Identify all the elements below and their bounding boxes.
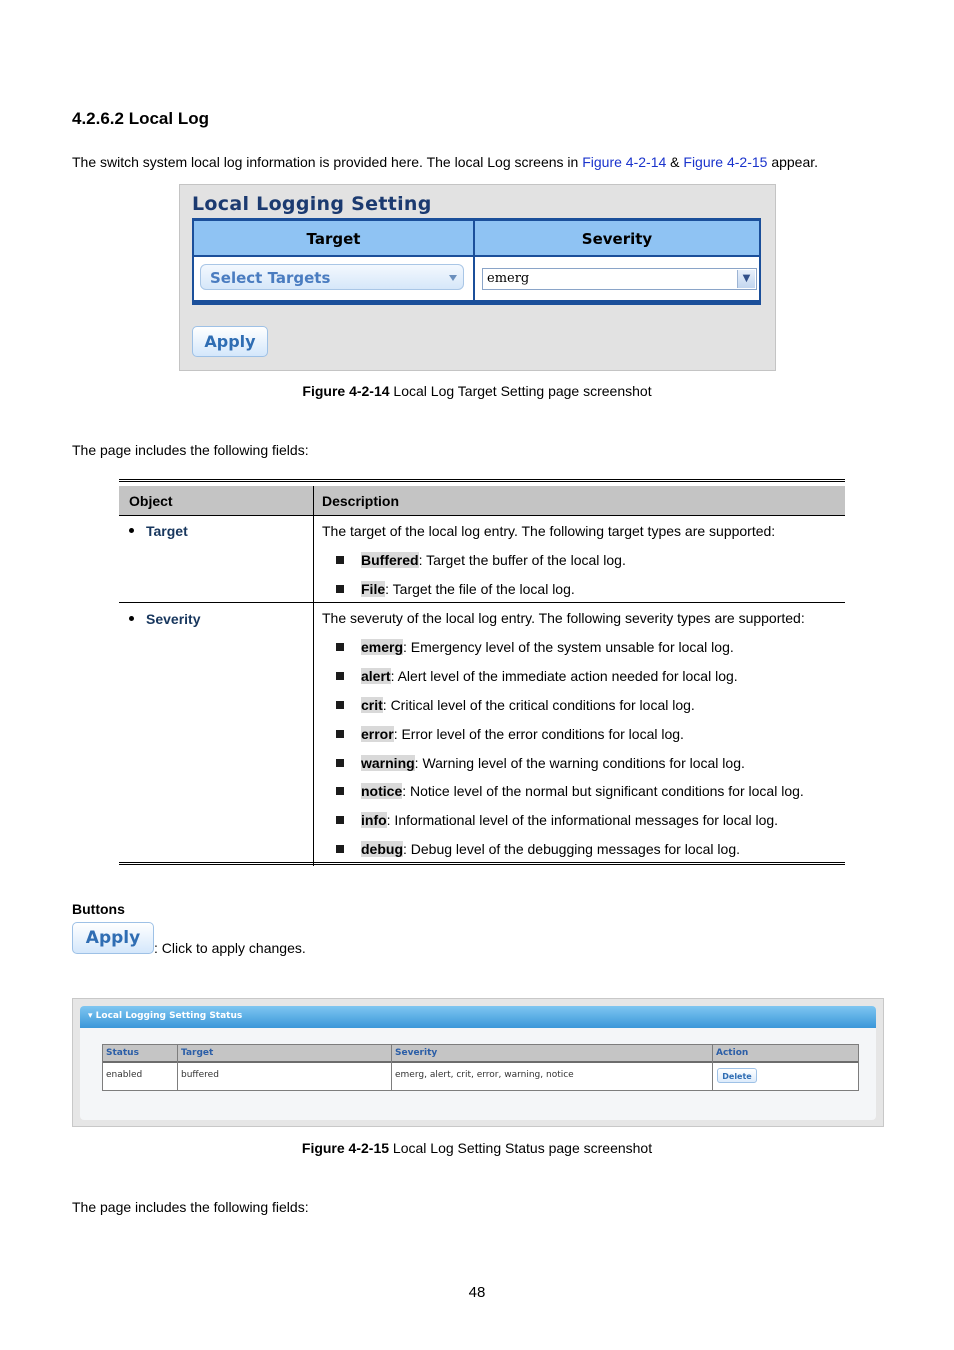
panel-title-bar[interactable] — [80, 1006, 876, 1028]
column-divider — [313, 486, 314, 866]
section-heading: 4.2.6.2 Local Log — [72, 109, 209, 128]
list-item — [336, 812, 778, 828]
column-divider — [473, 221, 475, 300]
figure-link-4-2-15[interactable]: Figure 4-2-15 — [683, 154, 768, 170]
list-item — [336, 552, 626, 568]
square-bullet-icon — [336, 787, 344, 795]
collapse-arrow-icon: ▾ — [88, 1011, 96, 1021]
term-description: : Warning level of the warning conditions for local log. — [414, 755, 745, 771]
target-description: The target of the local log entry. The following target types are supported: — [322, 523, 776, 539]
term-description: : Target the buffer of the local log. — [418, 552, 626, 568]
intro-text-after: appear. — [767, 154, 819, 170]
local-logging-setting-screenshot — [179, 184, 776, 371]
status-panel — [80, 1006, 876, 1120]
chevron-down-icon: ▼ — [737, 270, 755, 288]
caption-label: Figure 4-2-15 — [301, 1140, 390, 1156]
panel-title — [88, 1011, 242, 1021]
list-item — [336, 726, 684, 742]
caption-text: Local Log Setting Status page screenshot — [389, 1140, 653, 1156]
figure-caption-1 — [0, 383, 954, 399]
square-bullet-icon — [336, 643, 344, 651]
column-divider — [177, 1045, 178, 1090]
fields-intro: The page includes the following fields: — [72, 442, 309, 458]
list-item — [336, 841, 740, 857]
square-bullet-icon — [336, 701, 344, 709]
list-item — [336, 697, 695, 713]
page-number: 48 — [468, 1284, 486, 1301]
intro-paragraph — [72, 153, 818, 171]
bullet-icon — [129, 616, 134, 621]
bullet-icon — [129, 528, 134, 533]
term: File — [361, 581, 386, 597]
list-item — [336, 783, 804, 799]
list-item — [336, 755, 745, 771]
severity-column-header: Severity — [395, 1048, 438, 1058]
caption-label: Figure 4-2-14 — [302, 383, 390, 399]
status-table — [102, 1044, 859, 1091]
square-bullet-icon — [336, 759, 344, 767]
fields-table — [119, 479, 845, 863]
chevron-down-icon — [449, 275, 457, 281]
column-divider — [712, 1045, 713, 1090]
panel-title-text: Local Logging Setting Status — [95, 1011, 243, 1021]
local-logging-setting-table — [192, 218, 761, 305]
term: alert — [361, 668, 391, 684]
figure-caption-2 — [0, 1140, 954, 1156]
delete-button[interactable]: Delete — [717, 1068, 757, 1083]
select-targets-label: Select Targets — [210, 269, 331, 287]
table-bottom-border — [119, 862, 845, 865]
term-description: : Informational level of the informational messages for local log. — [386, 812, 779, 828]
description-column-header: Description — [322, 493, 400, 509]
intro-ampersand: & — [666, 154, 684, 170]
fields-intro-2: The page includes the following fields: — [72, 1199, 309, 1215]
column-divider — [391, 1045, 392, 1090]
term-description: : Notice level of the normal but significant conditions for local log. — [402, 783, 804, 799]
fields-table-header — [119, 486, 845, 516]
severity-select[interactable] — [482, 268, 757, 290]
row-divider — [119, 602, 845, 603]
target-cell: buffered — [181, 1070, 219, 1080]
list-item — [336, 668, 738, 684]
term: error — [361, 726, 394, 742]
caption-text: Local Log Target Setting page screenshot — [389, 383, 652, 399]
term-description: : Target the file of the local log. — [385, 581, 575, 597]
buttons-heading: Buttons — [72, 901, 125, 917]
object-column-header: Object — [129, 493, 173, 509]
severity-description: The severuty of the local log entry. The following severity types are supported: — [322, 610, 805, 626]
list-item — [336, 581, 575, 597]
term: Buffered — [361, 552, 419, 568]
term-description: : Error level of the error conditions for local log. — [393, 726, 684, 742]
object-target — [129, 523, 188, 539]
object-label: Severity — [146, 611, 201, 627]
square-bullet-icon — [336, 845, 344, 853]
apply-button[interactable]: Apply — [192, 326, 268, 357]
target-column-header: Target — [194, 221, 473, 257]
term: debug — [361, 841, 403, 857]
apply-button-sample[interactable]: Apply — [72, 922, 154, 954]
term: warning — [361, 755, 415, 771]
severity-column-header: Severity — [475, 221, 759, 257]
square-bullet-icon — [336, 556, 344, 564]
object-severity — [129, 611, 200, 627]
square-bullet-icon — [336, 730, 344, 738]
severity-select-value: emerg — [487, 271, 530, 286]
object-label: Target — [146, 523, 188, 539]
square-bullet-icon — [336, 585, 344, 593]
term-description: : Emergency level of the system unsable for local log. — [403, 639, 734, 655]
status-column-header: Status — [106, 1048, 139, 1058]
figure-link-4-2-14[interactable]: Figure 4-2-14 — [582, 154, 667, 170]
target-column-header: Target — [181, 1048, 214, 1058]
local-logging-setting-title: Local Logging Setting — [192, 193, 432, 215]
term: crit — [361, 697, 383, 713]
term-description: : Alert level of the immediate action needed for local log. — [390, 668, 738, 684]
term-description: : Debug level of the debugging messages for local log. — [403, 841, 740, 857]
apply-button-description: : Click to apply changes. — [154, 940, 306, 956]
status-cell: enabled — [106, 1070, 143, 1080]
term-description: : Critical level of the critical conditions for local log. — [382, 697, 695, 713]
severity-cell: emerg, alert, crit, error, warning, notice — [395, 1070, 574, 1080]
square-bullet-icon — [336, 816, 344, 824]
term: emerg — [361, 639, 404, 655]
term: info — [361, 812, 387, 828]
select-targets-dropdown[interactable] — [200, 264, 464, 290]
local-logging-status-screenshot — [72, 998, 884, 1127]
action-column-header: Action — [716, 1048, 749, 1058]
list-item — [336, 639, 734, 655]
square-bullet-icon — [336, 672, 344, 680]
term: notice — [361, 783, 403, 799]
intro-text-before: The switch system local log information is provided here. The local Log screens in — [72, 154, 583, 170]
